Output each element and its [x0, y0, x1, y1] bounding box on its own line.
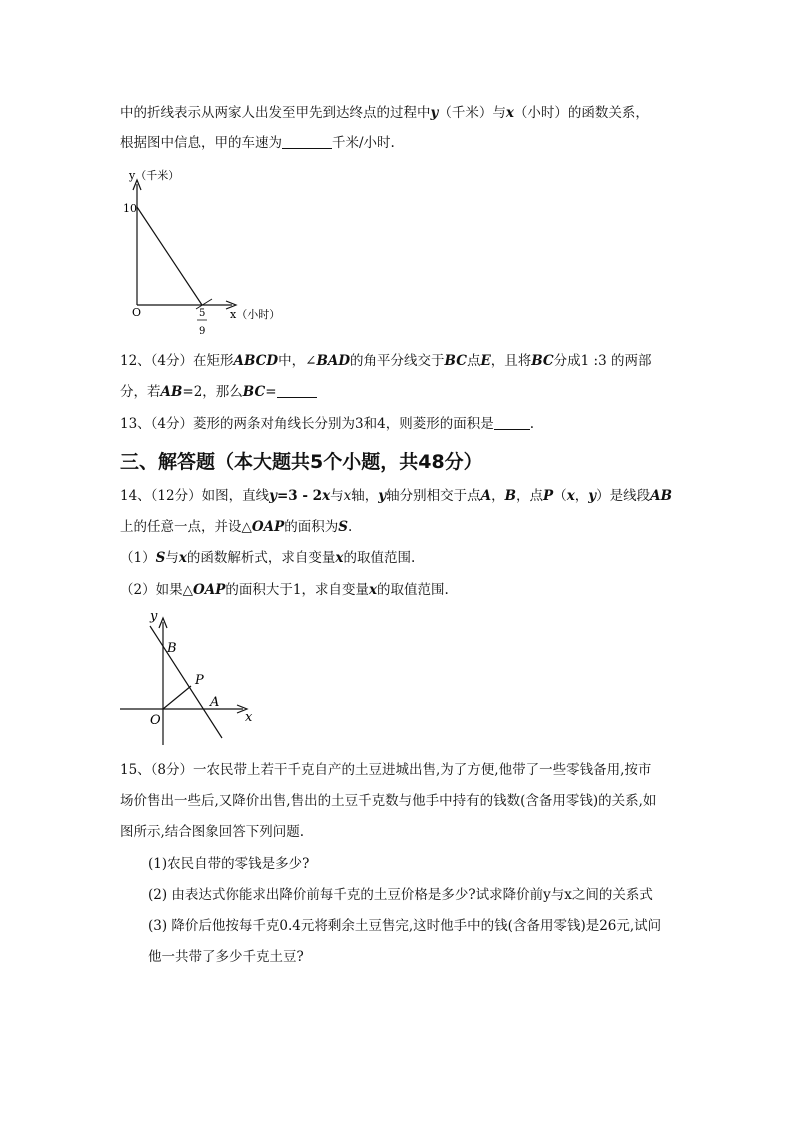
var-y: y — [588, 488, 597, 504]
math-ab: AB — [160, 384, 183, 400]
q14-text: （1） — [120, 550, 156, 566]
q14-text: 与 — [165, 550, 179, 566]
q12-text: 的角平分线交于 — [350, 353, 445, 369]
q12-text: 中，∠ — [278, 353, 317, 369]
q12-text: 点 — [466, 353, 481, 369]
q14-text: 的面积大于1，求自变量 — [225, 582, 369, 598]
var-x: x — [343, 488, 352, 504]
var-x: x — [178, 550, 187, 566]
q11-text: （千米）与 — [438, 105, 506, 121]
q13-text: 13、（4分）菱形的两条对角线长分别为3和4，则菱形的面积是 — [120, 416, 494, 432]
q14-text: 的函数解析式，求自变量 — [186, 550, 336, 566]
point-b: B — [504, 488, 517, 504]
var-x: x — [505, 105, 514, 121]
var-y: y — [378, 488, 387, 504]
var-x: x — [322, 488, 331, 504]
q15-sub-3-line-1: (3) 降价后他按每千克0.4元将剩余土豆售完,这时他手中的钱(含备用零钱)是26元,试问 — [148, 918, 662, 934]
math-bc: BC — [444, 353, 467, 369]
q14-text: 的面积为 — [284, 519, 339, 535]
math-bc: BC — [531, 353, 554, 369]
q14-text: ，点 — [516, 488, 544, 504]
q12-text: =2，那么 — [182, 384, 243, 400]
var-x: x — [566, 488, 575, 504]
math-bad: BAD — [316, 353, 351, 369]
q14-text: 的取值范围. — [377, 582, 449, 598]
q14-text: ）是线段 — [596, 488, 651, 504]
q14-text: 的取值范围. — [343, 550, 416, 566]
var-x: x — [368, 582, 378, 598]
q15-line-1: 15、（8分）一农民带上若干千克自产的土豆进城出售,为了方便,他带了一些零钱备用,按市 — [120, 762, 652, 778]
q11-text: 根据图中信息，甲的车速为 — [120, 135, 282, 151]
triangle-oap: OAP — [192, 582, 226, 598]
var-y: y — [269, 488, 277, 504]
math-e: E — [480, 353, 491, 369]
segment-ab: AB — [650, 488, 672, 504]
q14-label-x: x — [245, 710, 253, 725]
math-bc: BC — [242, 384, 266, 400]
q14-text: 14、（12分）如图，直线 — [120, 488, 270, 504]
q14-label-y: y — [150, 609, 158, 624]
q14-text: （2）如果△ — [120, 582, 193, 598]
q14-text: 与 — [330, 488, 344, 504]
q14-text: =3 - 2 — [276, 488, 323, 504]
q15-line-2: 场价售出一些后,又降价出售,售出的土豆千克数与他手中持有的钱数(含备用零钱)的关系,如 — [120, 793, 657, 809]
q15-line-3: 图所示,结合图象回答下列问题. — [120, 824, 305, 840]
q11-x-axis-label: x（小时） — [230, 308, 281, 321]
var-y: y — [430, 105, 439, 121]
q14-text: （ — [553, 488, 567, 504]
q14-text: 轴， — [351, 488, 379, 504]
q14-text: 轴分别相交于点 — [386, 488, 481, 504]
q14-label-a: A — [210, 695, 220, 710]
q11-y-tick-label: 10 — [123, 202, 137, 215]
q11-text: （小时）的函数关系， — [513, 105, 649, 121]
var-s: S — [155, 550, 166, 566]
q15-sub-1: (1)农民自带的零钱是多少? — [148, 856, 310, 872]
q14-text: . — [348, 519, 353, 535]
segment-op — [163, 686, 191, 709]
q12-text: 12、（4分）在矩形 — [120, 353, 234, 369]
q14-text: 上的任意一点，并设△ — [120, 519, 252, 535]
section-3-heading: 三、解答题（本大题共5个小题，共48分） — [120, 451, 483, 473]
q11-x-tick-denominator: 9 — [199, 326, 206, 337]
q12-text: = — [265, 384, 277, 400]
q11-text: 中的折线表示从两家人出发至甲先到达终点的过程中 — [120, 105, 431, 121]
q14-text: ， — [574, 488, 589, 504]
q14-text: ， — [491, 488, 505, 504]
point-a: A — [480, 488, 492, 504]
triangle-oap: OAP — [251, 519, 285, 535]
q11-text: 千米/小时. — [332, 135, 395, 151]
line-ab — [150, 626, 222, 738]
q12-text: ，且将 — [490, 353, 532, 369]
q14-label-b: B — [167, 641, 177, 656]
point-p: P — [543, 488, 554, 504]
q15-sub-3-line-2: 他一共带了多少千克土豆? — [148, 949, 304, 965]
var-x: x — [335, 550, 344, 566]
var-s: S — [338, 519, 349, 535]
q15-sub-2: (2) 由表达式你能求出降价前每千克的土豆价格是多少?试求降价前y与x之间的关系式 — [148, 887, 653, 903]
math-abcd: ABCD — [233, 353, 279, 369]
q11-y-axis-label: y（千米） — [129, 169, 180, 182]
q12-text: 分，若 — [120, 384, 161, 400]
q11-origin-label: O — [132, 306, 142, 319]
q14-label-p: P — [195, 673, 204, 688]
q12-text: 分成1 :3 的两部 — [553, 353, 652, 369]
q11-x-tick-numerator: 5 — [199, 308, 206, 319]
q14-label-o: O — [150, 713, 161, 728]
q13-text: . — [529, 416, 534, 432]
